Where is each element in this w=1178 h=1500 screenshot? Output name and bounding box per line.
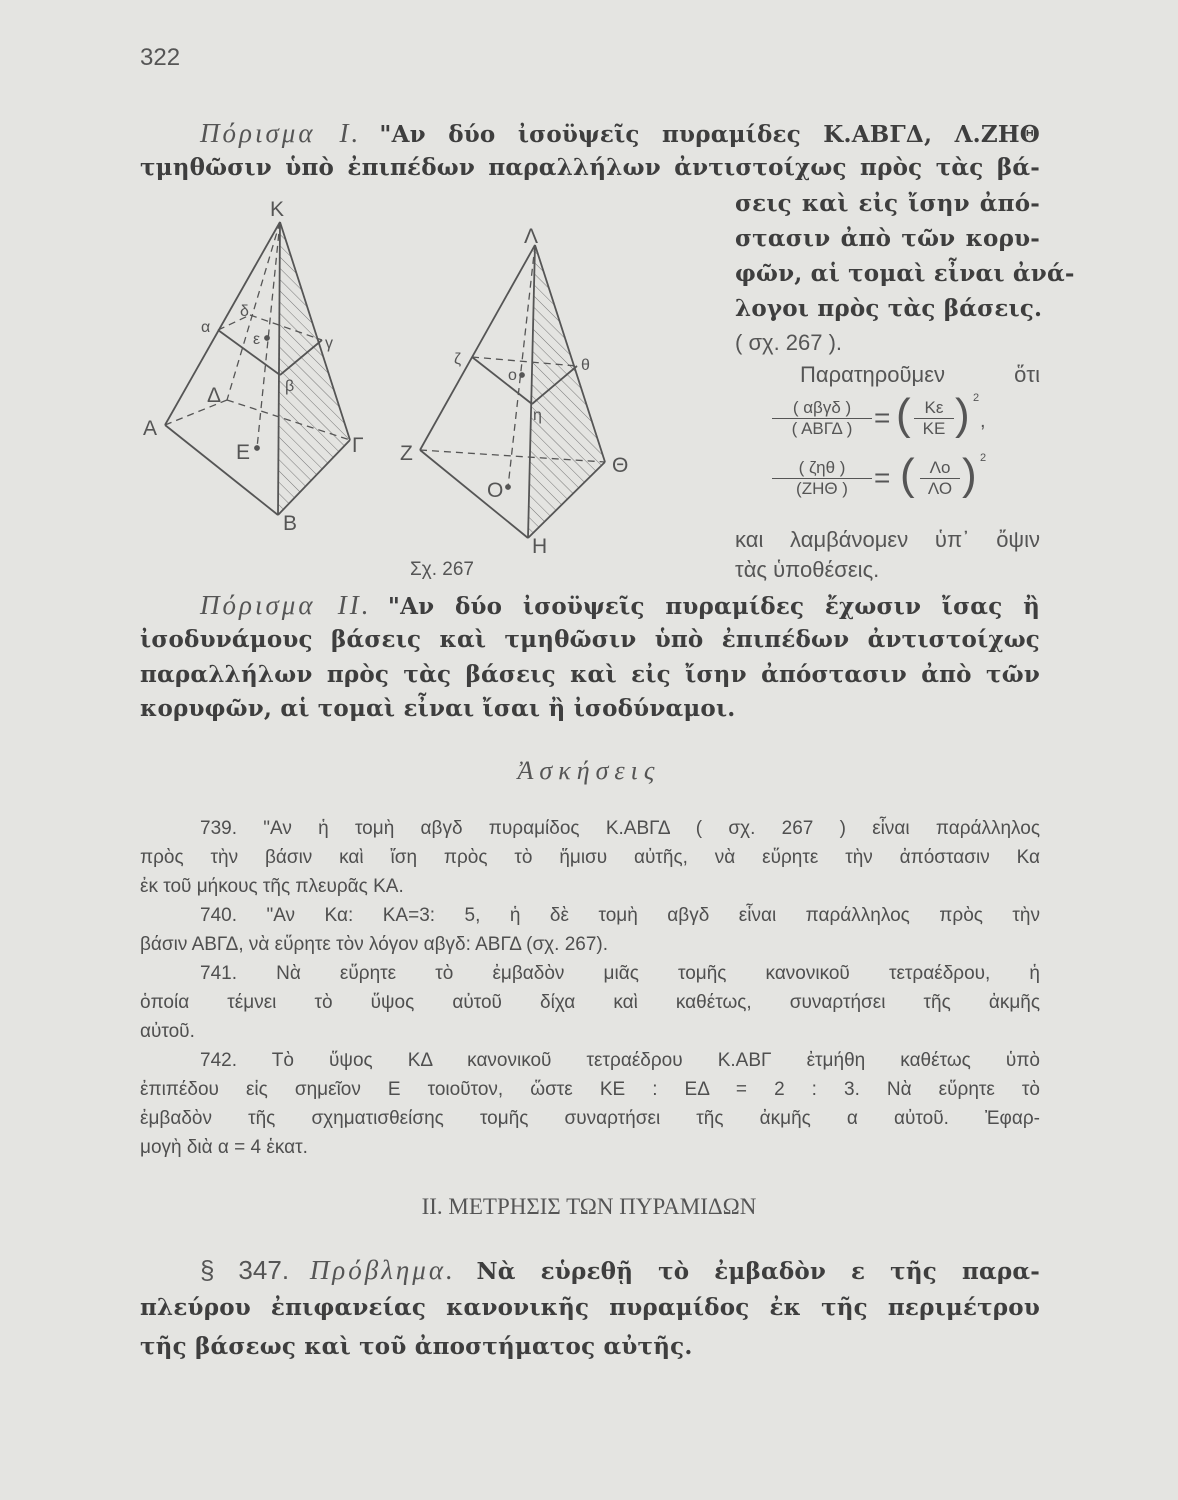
porisma1-line6: λογοι πρὸς τὰς βάσεις. — [735, 295, 1043, 322]
exercises-title: Ἀσκήσεις — [517, 756, 661, 785]
problem-number: § 347. — [200, 1255, 290, 1285]
exercise-739-line2: πρὸς τὴν βάσιν καὶ ἴση πρὸς τὸ ἥμισυ αὐτῆς, νὰ εὕρητε τὴν ἀπόστασιν Κα — [140, 847, 1040, 868]
porisma2-line2: ἰσοδυνάμους βάσεις καὶ τμηθῶσιν ὑπὸ ἐπιπέδων ἀντιστοίχως — [140, 626, 1040, 653]
porisma2-line1: Πόρισμα ΙΙ. "Αν δύο ἰσοϋψεῖς πυραμίδες ἔχωσιν ἴσας ἢ — [200, 590, 1040, 620]
formula1-ratio: $\frac{K\varepsilon}{KE}$ — [914, 398, 954, 439]
label-e: ε — [253, 331, 261, 348]
label-Z: Ζ — [400, 442, 413, 465]
label-a: α — [201, 319, 211, 336]
porisma1-line2: τμηθῶσιν ὑπὸ ἐπιπέδων παραλλήλων ἀντιστοίχως πρὸς τὰς βά- — [140, 154, 1040, 181]
exercise-742-line1: 742. Τὸ ὕψος ΚΔ κανονικοῦ τετραέδρου Κ.ΑΒΓ ἐτμήθη καθέτως ὑπὸ — [200, 1050, 1040, 1071]
exercise-742-line2: ἐπιπέδου εἰς σημεῖον Ε τοιοῦτον, ὥστε ΚΕ : ΕΔ = 2 : 3. Νὰ εὕρητε τὸ — [140, 1079, 1040, 1100]
formula2-ratio: $\frac{\Lambda o}{\Lambda O}$ — [920, 458, 960, 499]
label-b: β — [285, 378, 295, 395]
label-L: Λ — [524, 225, 539, 248]
problem-line1: § 347. Πρόβλημα. Νὰ εὑρεθῇ τὸ ἐμβαδὸν ε τῆς παρα- — [200, 1255, 1041, 1285]
porisma1-line5: φῶν, αἱ τομαὶ εἶναι ἀνά- — [735, 260, 1075, 287]
comma: , — [980, 410, 986, 432]
paren-open: ( — [896, 390, 911, 439]
exercise-740-line2: βάσιν ΑΒΓΔ, νὰ εὕρητε τὸν λόγον αβγδ: ΑΒΓΔ (σχ. 267). — [140, 934, 609, 955]
porisma1-line1: Πόρισμα Ι. "Αν δύο ἰσοϋψεῖς πυραμίδες Κ.ΑΒΓΔ, Λ.ΖΗΘ — [200, 118, 1040, 148]
formula1-left: ( αβγδ ) ( ΑΒΓΔ ) — [772, 398, 872, 439]
porisma2-label: Πόρισμα ΙΙ. — [200, 590, 372, 620]
page-number: 322 — [140, 44, 181, 71]
label-o: ο — [508, 367, 517, 384]
exercise-741-line1: 741. Νὰ εὕρητε τὸ ἐμβαδὸν μιᾶς τομῆς κανονικοῦ τετραέδρου, ἡ — [200, 963, 1040, 984]
exponent: 2 — [980, 452, 987, 464]
label-K: Κ — [270, 198, 285, 221]
label-th: θ — [581, 357, 590, 374]
label-h: η — [533, 407, 542, 424]
figure-267 — [0, 0, 700, 600]
exponent: 2 — [973, 392, 980, 404]
paren-open: ( — [900, 450, 915, 499]
exercise-739-line1: 739. "Αν ἡ τομὴ αβγδ πυραμίδος Κ.ΑΒΓΔ ( σχ. 267 ) εἶναι παράλληλος — [200, 818, 1040, 839]
after-line2: τὰς ὑποθέσεις. — [735, 557, 880, 582]
porisma1-label: Πόρισμα Ι. — [200, 118, 362, 148]
pyramid-1 — [165, 222, 350, 515]
section-heading: ΙΙ. ΜΕΤΡΗΣΙΣ ΤΩΝ ΠΥΡΑΜΙΔΩΝ — [421, 1194, 757, 1219]
paren-close: ) — [955, 390, 970, 439]
figure-caption: Σχ. 267 — [410, 559, 474, 580]
exercise-742-line3: ἐμβαδὸν τῆς σχηματισθείσης τομῆς συναρτήσει τῆς ἀκμῆς α αὐτοῦ. Ἐφαρ- — [140, 1108, 1040, 1129]
paren-close: ) — [962, 450, 977, 499]
problem-line3: τῆς βάσεως καὶ τοῦ ἀποστήματος αὐτῆς. — [140, 1333, 693, 1360]
observe-text: Παρατηροῦμεν ὅτι — [800, 362, 1040, 387]
label-z: ζ — [454, 351, 462, 368]
problem-label: Πρόβλημα. — [309, 1255, 456, 1285]
porisma2-line3: παραλλήλων πρὸς τὰς βάσεις καὶ εἰς ἴσην ἀπόστασιν ἀπὸ τῶν — [140, 661, 1040, 688]
label-g: γ — [325, 335, 333, 352]
exercise-741-line2: ὁποία τέμνει τὸ ὕψος αὐτοῦ δίχα καὶ καθέτως, συναρτήσει τῆς ἀκμῆς — [140, 992, 1040, 1013]
porisma1-line3: σεις καὶ εἰς ἴσην ἀπό- — [735, 190, 1040, 217]
hatched-face — [528, 245, 605, 538]
porisma1-ref: ( σχ. 267 ). — [735, 330, 843, 355]
label-d: δ — [240, 303, 249, 320]
label-Th: Θ — [612, 454, 629, 477]
formula2-left: ( ζηθ ) (ΖΗΘ ) — [772, 458, 872, 499]
exercise-739-line3: ἐκ τοῦ μήκους τῆς πλευρᾶς ΚΑ. — [140, 876, 404, 897]
pyramid-2 — [420, 245, 605, 538]
label-G: Γ — [352, 434, 364, 457]
exercise-741-line3: αὐτοῦ. — [140, 1021, 195, 1042]
porisma2-line4: κορυφῶν, αἱ τομαὶ εἶναι ἴσαι ἢ ἰσοδύναμοι. — [140, 695, 736, 722]
equals-sign: = — [874, 402, 891, 433]
label-H: Η — [532, 535, 548, 558]
label-A: Α — [143, 417, 158, 440]
label-B: Β — [283, 512, 298, 535]
problem-line2: πλεύρου ἐπιφανείας κανονικῆς πυραμίδος ἐκ τῆς περιμέτρου — [140, 1294, 1040, 1321]
after-line1: και λαμβάνομεν ὑπ᾽ ὄψιν — [735, 527, 1040, 552]
exercise-742-line4: μογὴ διὰ α = 4 ἑκατ. — [140, 1137, 308, 1158]
equals-sign: = — [874, 462, 891, 493]
label-E: Ε — [236, 441, 251, 464]
label-D: Δ — [207, 384, 222, 407]
label-O: Ο — [487, 479, 504, 502]
exercise-740-line1: 740. "Αν Κα: ΚΑ=3: 5, ἡ δὲ τομὴ αβγδ εἶναι παράλληλος πρὸς τὴν — [200, 905, 1040, 926]
porisma1-line4: στασιν ἀπὸ τῶν κορυ- — [735, 225, 1040, 252]
